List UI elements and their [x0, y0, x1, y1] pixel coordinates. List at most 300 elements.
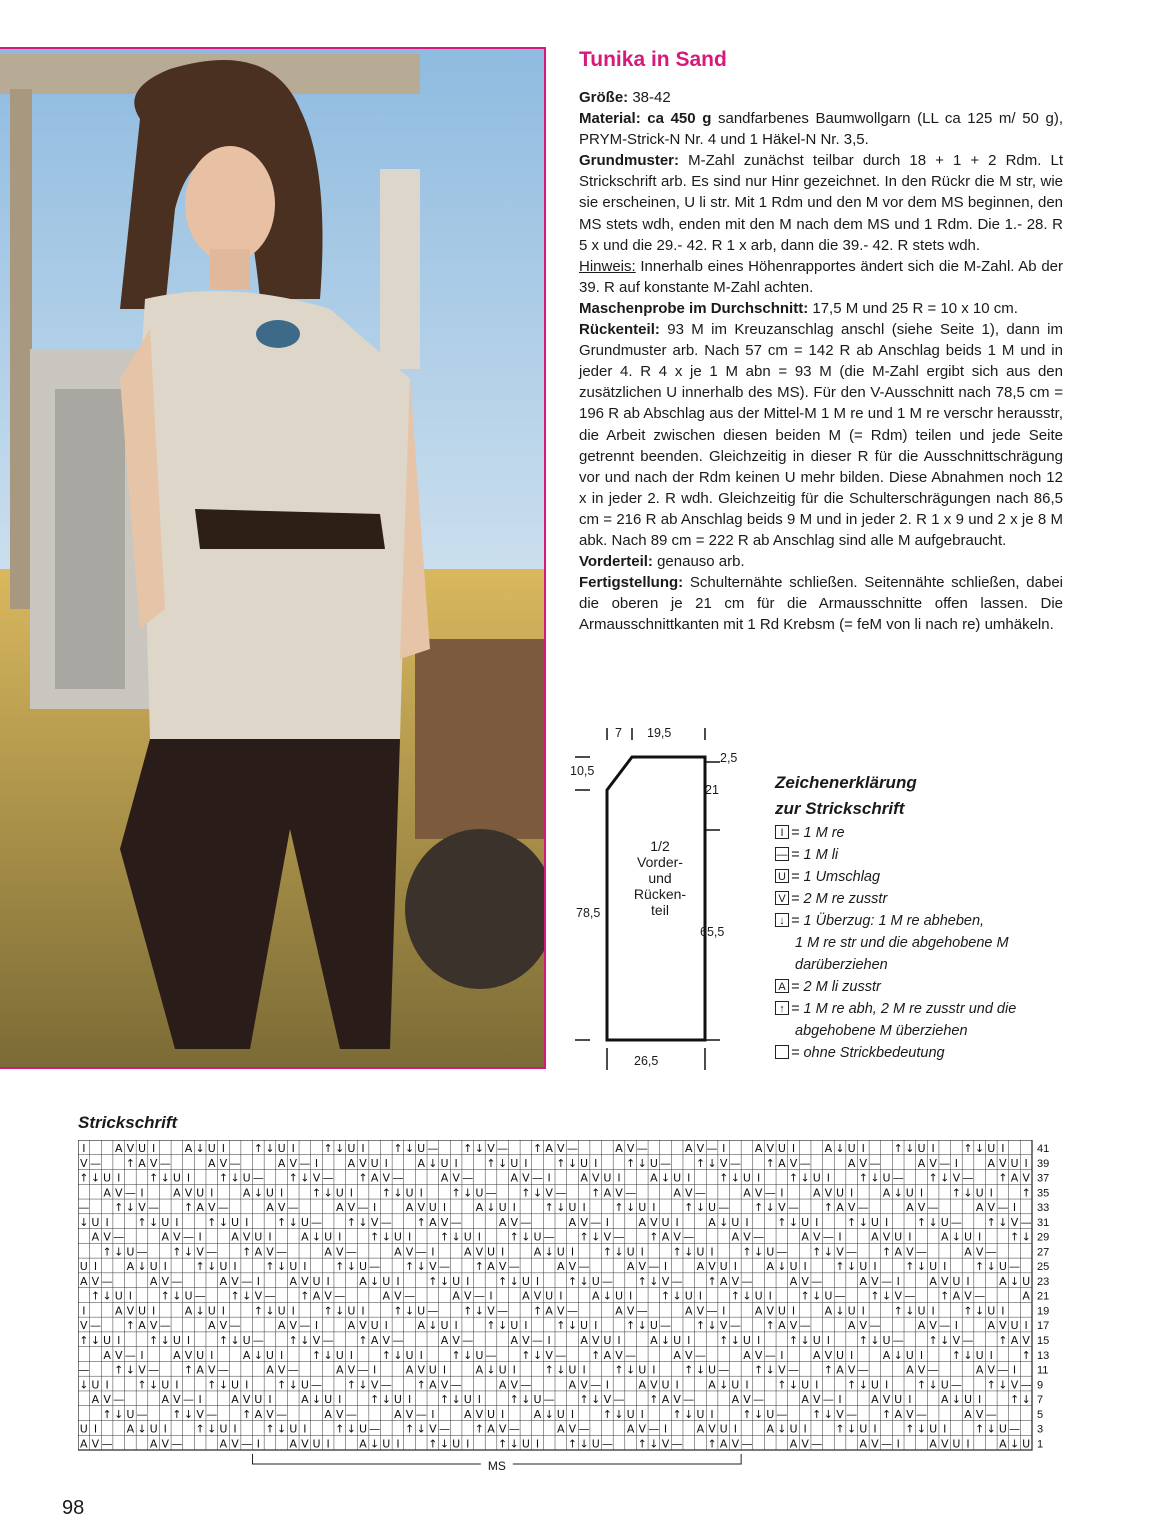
- chart-stitch-symbol: I: [210, 1186, 214, 1200]
- chart-stitch-symbol: I: [850, 1186, 854, 1200]
- chart-stitch-symbol: U: [370, 1319, 379, 1333]
- chart-stitch-symbol: A: [859, 1437, 868, 1451]
- chart-stitch-symbol: A: [219, 1437, 228, 1451]
- chart-stitch-symbol: ↑: [695, 1156, 706, 1170]
- chart-stitch-symbol: A: [801, 1393, 809, 1407]
- chart-stitch-symbol: ↑: [521, 1186, 531, 1200]
- chart-row-number: 11: [1037, 1364, 1049, 1377]
- chart-stitch-symbol: A: [940, 1393, 949, 1407]
- chart-stitch-symbol: U: [894, 1230, 903, 1244]
- chart-stitch-symbol: U: [265, 1186, 274, 1200]
- piece-label-line: und: [648, 870, 672, 886]
- chart-stitch-symbol: I: [373, 1201, 377, 1215]
- chart-stitch-symbol: ↓: [916, 1260, 927, 1274]
- basic-pattern-paragraph: [579, 150, 1063, 255]
- chart-stitch-symbol: ↓: [614, 1407, 624, 1421]
- chart-stitch-symbol: —: [881, 1437, 893, 1451]
- chart-stitch-symbol: U: [742, 1171, 751, 1185]
- chart-stitch-symbol: U: [1022, 1437, 1031, 1451]
- chart-stitch-symbol: —: [822, 1230, 834, 1244]
- chart-stitch-symbol: U: [265, 1348, 274, 1362]
- chart-stitch-symbol: —: [380, 1378, 392, 1392]
- chart-stitch-symbol: ↑: [963, 1304, 973, 1318]
- chart-stitch-symbol: I: [803, 1260, 807, 1274]
- chart-stitch-symbol: —: [869, 1156, 881, 1170]
- chart-stitch-symbol: A: [975, 1363, 984, 1377]
- chart-stitch-symbol: I: [582, 1201, 586, 1215]
- chart-stitch-symbol: ↑: [218, 1334, 229, 1348]
- dim-top-left: 7: [615, 726, 622, 740]
- chart-stitch-symbol: A: [789, 1274, 798, 1288]
- chart-stitch-symbol: —: [846, 1245, 858, 1259]
- chart-stitch-symbol: ↓: [323, 1348, 333, 1362]
- chart-stitch-symbol: A: [824, 1142, 833, 1156]
- finishing-text: Schulternähte schließen. Seitennähte schließen, dabei die oberen je 21 cm für die Armausschnitte offen lassen. Die Armausschnittkanten mit 1 Rd Krebsm (= feM von li nach re) umhäkeln.: [579, 574, 1063, 634]
- chart-stitch-symbol: A: [359, 1437, 367, 1451]
- chart-stitch-symbol: V: [929, 1156, 937, 1170]
- chart-stitch-symbol: U: [359, 1260, 368, 1274]
- piece-label: [615, 838, 705, 918]
- chart-stitch-symbol: A: [417, 1156, 425, 1170]
- chart-stitch-symbol: —: [648, 1260, 660, 1274]
- chart-stitch-symbol: A: [836, 1363, 844, 1377]
- chart-stitch-symbol: ↑: [975, 1260, 985, 1274]
- chart-stitch-symbol: —: [345, 1245, 357, 1259]
- chart-stitch-symbol: —: [1020, 1378, 1032, 1392]
- chart-stitch-symbol: A: [452, 1289, 460, 1303]
- dim-left-top: 10,5: [570, 764, 595, 778]
- chart-stitch-symbol: ↓: [905, 1304, 915, 1318]
- chart-stitch-symbol: A: [778, 1319, 786, 1333]
- chart-stitch-symbol: I: [931, 1142, 935, 1156]
- chart-stitch-symbol: ↑: [544, 1363, 554, 1377]
- chart-stitch-symbol: A: [696, 1260, 705, 1274]
- chart-stitch-symbol: I: [279, 1186, 284, 1200]
- chart-stitch-symbol: I: [873, 1260, 877, 1274]
- chart-stitch-symbol: V: [382, 1334, 391, 1348]
- chart-stitch-symbol: V: [673, 1393, 681, 1407]
- chart-stitch-symbol: A: [336, 1363, 344, 1377]
- chart-stitch-symbol: —: [136, 1407, 148, 1421]
- chart-stitch-symbol: —: [834, 1289, 846, 1303]
- chart-stitch-symbol: V: [999, 1319, 1007, 1333]
- dim-right-top: 2,5: [720, 751, 738, 765]
- legend-text-continued: abgehobene M überziehen: [795, 1023, 968, 1039]
- legend-text: = 1 Umschlag: [791, 869, 881, 885]
- chart-stitch-symbol: A: [638, 1215, 647, 1229]
- chart-stitch-symbol: A: [754, 1304, 763, 1318]
- finishing-label: Fertigstellung:: [579, 574, 684, 592]
- back-label: Rückenteil:: [579, 321, 660, 339]
- chart-stitch-symbol: A: [964, 1407, 972, 1421]
- chart-stitch-symbol: V: [301, 1437, 309, 1451]
- chart-stitch-symbol: V: [510, 1215, 519, 1229]
- chart-stitch-symbol: I: [338, 1393, 342, 1407]
- chart-stitch-symbol: V: [266, 1407, 274, 1421]
- chart-stitch-symbol: U: [801, 1215, 810, 1229]
- chart-stitch-symbol: —: [462, 1334, 474, 1348]
- chart-stitch-symbol: I: [628, 1289, 633, 1303]
- chart-stitch-symbol: A: [277, 1319, 286, 1333]
- chart-stitch-symbol: U: [708, 1363, 717, 1377]
- chart-stitch-symbol: A: [347, 1156, 356, 1170]
- chart-stitch-symbol: —: [171, 1437, 183, 1451]
- chart-stitch-symbol: V: [789, 1156, 798, 1170]
- chart-stitch-symbol: A: [114, 1304, 123, 1318]
- chart-stitch-symbol: I: [919, 1348, 924, 1362]
- chart-stitch-symbol: —: [590, 1378, 602, 1392]
- chart-stitch-symbol: U: [324, 1393, 333, 1407]
- chart-stitch-symbol: A: [231, 1230, 239, 1244]
- chart-stitch-symbol: V: [661, 1437, 670, 1451]
- chart-stitch-symbol: U: [731, 1378, 740, 1392]
- chart-stitch-symbol: —: [287, 1363, 299, 1377]
- chart-stitch-symbol: —: [718, 1201, 730, 1215]
- chart-stitch-symbol: V: [277, 1201, 286, 1215]
- chart-stitch-symbol: —: [566, 1142, 578, 1156]
- chart-stitch-symbol: ↓: [474, 1304, 484, 1318]
- chart-stitch-symbol: V: [603, 1393, 612, 1407]
- front-paragraph: [579, 551, 1063, 572]
- chart-stitch-symbol: A: [719, 1274, 728, 1288]
- chart-stitch-symbol: U: [335, 1186, 344, 1200]
- chart-stitch-symbol: U: [638, 1363, 647, 1377]
- chart-stitch-symbol: I: [221, 1142, 226, 1156]
- chart-stitch-symbol: ↑: [649, 1393, 659, 1407]
- chart-stitch-symbol: A: [149, 1437, 158, 1451]
- gauge-label: Maschenprobe im Durchschnitt:: [579, 299, 809, 317]
- back-paragraph: [579, 319, 1063, 551]
- chart-stitch-symbol: I: [466, 1437, 470, 1451]
- chart-stitch-symbol: A: [615, 1304, 623, 1318]
- chart-stitch-symbol: —: [206, 1407, 218, 1421]
- chart-stitch-symbol: ↓: [672, 1289, 682, 1303]
- chart-stitch-symbol: ↓: [591, 1393, 601, 1407]
- size-text: 38-42: [628, 89, 671, 106]
- chart-stitch-symbol: ↑: [602, 1245, 612, 1259]
- chart-stitch-symbol: V: [557, 1142, 565, 1156]
- chart-stitch-symbol: ↑: [940, 1289, 950, 1303]
- dim-left-main: 78,5: [576, 906, 601, 920]
- chart-stitch-symbol: ↑: [928, 1171, 938, 1185]
- chart-stitch-symbol: —: [392, 1171, 404, 1185]
- chart-stitch-symbol: I: [477, 1230, 482, 1244]
- chart-stitch-symbol: U: [370, 1156, 379, 1170]
- chart-stitch-symbol: V: [475, 1407, 484, 1421]
- chart-stitch-symbol: U: [312, 1437, 321, 1451]
- chart-row-number: 37: [1037, 1172, 1050, 1185]
- chart-stitch-symbol: ↑: [149, 1171, 159, 1185]
- note-label: Hinweis:: [579, 257, 636, 275]
- chart-stitch-symbol: I: [477, 1393, 482, 1407]
- chart-stitch-symbol: V: [242, 1230, 251, 1244]
- chart-stitch-symbol: A: [847, 1319, 856, 1333]
- knitting-chart: [78, 1140, 1068, 1485]
- chart-stitch-symbol: U: [114, 1289, 123, 1303]
- piece-label-line: 1/2: [650, 838, 670, 854]
- chart-stitch-symbol: U: [312, 1274, 321, 1288]
- legend-items: [775, 822, 1095, 1064]
- chart-stitch-symbol: —: [415, 1245, 427, 1259]
- chart-stitch-symbol: A: [91, 1230, 100, 1244]
- chart-stitch-symbol: ↑: [765, 1156, 775, 1170]
- chart-stitch-symbol: ↑: [567, 1437, 578, 1451]
- chart-stitch-symbol: ↓: [602, 1289, 612, 1303]
- chart-stitch-symbol: U: [940, 1215, 949, 1229]
- chart-stitch-symbol: ↓: [451, 1230, 461, 1244]
- chart-stitch-symbol: V: [347, 1201, 356, 1215]
- chart-stitch-symbol: ↓: [730, 1171, 740, 1185]
- chart-stitch-symbol: I: [884, 1215, 889, 1229]
- chart-stitch-symbol: V: [126, 1142, 135, 1156]
- chart-stitch-symbol: —: [613, 1230, 625, 1244]
- chart-stitch-symbol: A: [440, 1171, 449, 1185]
- chart-stitch-symbol: A: [719, 1437, 728, 1451]
- chart-stitch-symbol: —: [543, 1230, 555, 1244]
- legend-symbol: V: [775, 891, 789, 905]
- chart-stitch-symbol: A: [894, 1407, 902, 1421]
- chart-stitch-symbol: U: [731, 1215, 740, 1229]
- chart-stitch-symbol: —: [380, 1215, 392, 1229]
- chart-stitch-symbol: ↑: [253, 1142, 263, 1156]
- chart-stitch-symbol: I: [698, 1289, 703, 1303]
- chart-stitch-symbol: U: [242, 1171, 251, 1185]
- chart-stitch-symbol: ↑: [451, 1348, 461, 1362]
- chart-stitch-symbol: V: [475, 1245, 484, 1259]
- chart-stitch-symbol: ↓: [335, 1304, 345, 1318]
- chart-stitch-symbol: I: [722, 1304, 726, 1318]
- chart-stitch-symbol: V: [847, 1201, 856, 1215]
- chart-stitch-symbol: ↑: [835, 1422, 845, 1436]
- chart-stitch-symbol: A: [836, 1201, 844, 1215]
- chart-stitch-symbol: U: [382, 1274, 391, 1288]
- chart-stitch-symbol: U: [836, 1186, 845, 1200]
- chart-stitch-symbol: ↑: [242, 1245, 252, 1259]
- chart-stitch-symbol: ↓: [463, 1348, 473, 1362]
- chart-stitch-symbol: —: [904, 1289, 916, 1303]
- chart-stitch-symbol: ↑: [602, 1407, 612, 1421]
- chart-stitch-symbol: V: [138, 1363, 146, 1377]
- chart-stitch-symbol: A: [114, 1142, 123, 1156]
- chart-stitch-symbol: V: [824, 1348, 833, 1362]
- chart-stitch-symbol: ↓: [358, 1378, 368, 1392]
- chart-stitch-symbol: ↑: [439, 1393, 450, 1407]
- chart-stitch-symbol: —: [497, 1304, 509, 1318]
- chart-stitch-symbol: A: [754, 1142, 763, 1156]
- chart-stitch-symbol: A: [603, 1186, 612, 1200]
- chart-stitch-symbol: ↓: [335, 1142, 345, 1156]
- chart-stitch-symbol: A: [347, 1319, 356, 1333]
- chart-stitch-symbol: V: [952, 1334, 961, 1348]
- chart-stitch-symbol: —: [741, 1274, 753, 1288]
- chart-stitch-symbol: V: [359, 1156, 367, 1170]
- chart-stitch-symbol: ↑: [276, 1215, 287, 1229]
- dim-bottom: 26,5: [634, 1054, 659, 1068]
- chart-stitch-symbol: ↓: [788, 1378, 799, 1392]
- chart-stitch-symbol: —: [252, 1171, 264, 1185]
- chart-stitch-symbol: ↓: [323, 1186, 333, 1200]
- chart-stitch-symbol: U: [428, 1201, 437, 1215]
- symbol-legend: [775, 770, 1095, 1064]
- chart-stitch-symbol: V: [149, 1156, 158, 1170]
- chart-stitch-symbol: V: [719, 1156, 728, 1170]
- chart-stitch-symbol: ↓: [823, 1407, 834, 1421]
- chart-stitch-symbol: U: [812, 1334, 821, 1348]
- chart-stitch-symbol: I: [640, 1407, 644, 1421]
- chart-stitch-symbol: ↓: [893, 1348, 903, 1362]
- chart-stitch-symbol: U: [905, 1186, 914, 1200]
- chart-stitch-symbol: ↑: [509, 1393, 519, 1407]
- chart-stitch-symbol: A: [871, 1230, 879, 1244]
- chart-stitch-symbol: V: [685, 1348, 693, 1362]
- chart-stitch-symbol: —: [159, 1156, 171, 1170]
- chart-stitch-symbol: ↓: [998, 1378, 1008, 1392]
- chart-stitch-symbol: ↓: [276, 1422, 287, 1436]
- chart-stitch-symbol: V: [650, 1378, 658, 1392]
- chart-stitch-symbol: ↓: [311, 1230, 322, 1244]
- chart-stitch-symbol: I: [1024, 1156, 1028, 1170]
- chart-stitch-symbol: —: [660, 1156, 672, 1170]
- chart-stitch-symbol: I: [291, 1304, 295, 1318]
- chart-row-number: 3: [1037, 1423, 1044, 1436]
- chart-stitch-symbol: ↑: [346, 1215, 357, 1229]
- chart-stitch-symbol: U: [766, 1407, 775, 1421]
- chart-stitch-symbol: I: [943, 1422, 947, 1436]
- chart-stitch-symbol: V: [208, 1201, 216, 1215]
- chart-stitch-symbol: U: [661, 1215, 670, 1229]
- chart-stitch-symbol: U: [347, 1142, 356, 1156]
- chart-stitch-symbol: U: [696, 1407, 705, 1421]
- chart-stitch-symbol: A: [766, 1260, 774, 1274]
- chart-stitch-symbol: A: [510, 1171, 519, 1185]
- chart-stitch-symbol: —: [357, 1363, 369, 1377]
- chart-stitch-symbol: I: [140, 1348, 144, 1362]
- chart-stitch-symbol: ↑: [183, 1363, 194, 1377]
- chart-row-number: 17: [1037, 1320, 1050, 1333]
- chart-stitch-symbol: —: [578, 1260, 590, 1274]
- chart-stitch-symbol: A: [975, 1201, 984, 1215]
- chart-stitch-symbol: ↓: [637, 1319, 647, 1333]
- chart-stitch-symbol: A: [789, 1437, 798, 1451]
- chart-stitch-symbol: —: [113, 1393, 125, 1407]
- chart-stitch-symbol: I: [233, 1260, 237, 1274]
- chart-stitch-symbol: I: [186, 1334, 191, 1348]
- chart-stitch-symbol: ↑: [556, 1156, 566, 1170]
- chart-stitch-symbol: U: [684, 1289, 693, 1303]
- chart-stitch-symbol: —: [671, 1274, 683, 1288]
- chart-stitch-symbol: V: [545, 1186, 553, 1200]
- chart-stitch-symbol: A: [324, 1407, 332, 1421]
- chart-stitch-symbol: U: [161, 1215, 170, 1229]
- chart-stitch-symbol: I: [815, 1215, 819, 1229]
- chart-stitch-symbol: ↑: [742, 1407, 752, 1421]
- chart-stitch-symbol: I: [605, 1378, 609, 1392]
- chart-stitch-symbol: —: [601, 1274, 613, 1288]
- chart-stitch-symbol: ↑: [428, 1437, 438, 1451]
- chart-stitch-symbol: U: [452, 1437, 461, 1451]
- dim-right-main: 65,5: [700, 925, 725, 939]
- chart-stitch-symbol: I: [407, 1393, 412, 1407]
- chart-stitch-symbol: U: [777, 1304, 786, 1318]
- chart-stitch-symbol: —: [183, 1230, 195, 1244]
- chart-stitch-symbol: ↑: [1021, 1186, 1031, 1200]
- chart-stitch-symbol: V: [789, 1319, 798, 1333]
- chart-stitch-symbol: V: [836, 1245, 844, 1259]
- chart-stitch-symbol: A: [522, 1289, 530, 1303]
- chart-stitch-symbol: A: [940, 1230, 949, 1244]
- chart-stitch-symbol: I: [966, 1274, 970, 1288]
- chart-stitch-symbol: ↓: [288, 1378, 298, 1392]
- chart-stitch-symbol: —: [706, 1142, 718, 1156]
- legend-item: [775, 866, 1095, 888]
- chart-stitch-symbol: I: [675, 1215, 679, 1229]
- chart-stitch-symbol: U: [894, 1393, 903, 1407]
- chart-stitch-symbol: U: [382, 1437, 391, 1451]
- chart-stitch-symbol: ↑: [788, 1334, 799, 1348]
- chart-stitch-symbol: V: [429, 1260, 437, 1274]
- chart-stitch-symbol: ↑: [870, 1289, 880, 1303]
- chart-stitch-symbol: A: [405, 1201, 414, 1215]
- chart-stitch-symbol: U: [673, 1171, 682, 1185]
- chart-stitch-symbol: —: [241, 1437, 253, 1451]
- chart-stitch-symbol: I: [82, 1304, 86, 1318]
- chart-stitch-symbol: —: [345, 1407, 357, 1421]
- chart-stitch-symbol: U: [870, 1215, 879, 1229]
- chart-stitch-symbol: V: [615, 1186, 623, 1200]
- chart-stitch-symbol: ↓: [556, 1363, 566, 1377]
- chart-stitch-symbol: V: [557, 1304, 565, 1318]
- chart-stitch-symbol: ↑: [498, 1274, 508, 1288]
- chart-stitch-symbol: ↑: [707, 1437, 717, 1451]
- chart-stitch-symbol: ↓: [300, 1171, 310, 1185]
- chart-stitch-symbol: V: [347, 1363, 356, 1377]
- chart-stitch-symbol: I: [512, 1201, 516, 1215]
- chart-stitch-symbol: —: [566, 1304, 578, 1318]
- chart-stitch-symbol: ↓: [370, 1274, 380, 1288]
- chart-stitch-symbol: V: [312, 1171, 321, 1185]
- chart-stitch-symbol: —: [729, 1319, 741, 1333]
- chart-stitch-symbol: A: [277, 1156, 286, 1170]
- chart-stitch-symbol: V: [219, 1319, 228, 1333]
- chart-stitch-symbol: —: [532, 1334, 544, 1348]
- chart-stitch-symbol: V: [184, 1348, 193, 1362]
- chart-stitch-symbol: —: [159, 1319, 171, 1333]
- chart-stitch-symbol: A: [906, 1201, 914, 1215]
- chart-stitch-symbol: —: [124, 1186, 136, 1200]
- chart-stitch-symbol: U: [1022, 1274, 1031, 1288]
- chart-stitch-symbol: A: [557, 1260, 565, 1274]
- chart-stitch-symbol: ↓: [963, 1348, 973, 1362]
- chart-stitch-symbol: U: [824, 1289, 833, 1303]
- chart-stitch-symbol: ↓: [567, 1319, 578, 1333]
- chart-stitch-symbol: ↓: [788, 1215, 799, 1229]
- chart-stitch-symbol: A: [894, 1245, 902, 1259]
- chart-stitch-symbol: U: [289, 1260, 298, 1274]
- chart-stitch-symbol: U: [649, 1156, 658, 1170]
- chart-stitch-symbol: I: [268, 1230, 272, 1244]
- chart-stitch-symbol: U: [91, 1215, 100, 1229]
- chart-stitch-symbol: ↓: [532, 1186, 543, 1200]
- chart-stitch-symbol: I: [361, 1304, 365, 1318]
- chart-stitch-symbol: V: [80, 1156, 88, 1170]
- chart-row-number: 21: [1037, 1290, 1050, 1303]
- chart-stitch-symbol: ↑: [195, 1260, 205, 1274]
- chart-stitch-symbol: I: [768, 1289, 772, 1303]
- chart-stitch-symbol: V: [91, 1437, 100, 1451]
- chart-stitch-symbol: ↓: [486, 1201, 496, 1215]
- front-label: Vorderteil:: [579, 553, 653, 571]
- chart-stitch-symbol: ↑: [1021, 1348, 1031, 1362]
